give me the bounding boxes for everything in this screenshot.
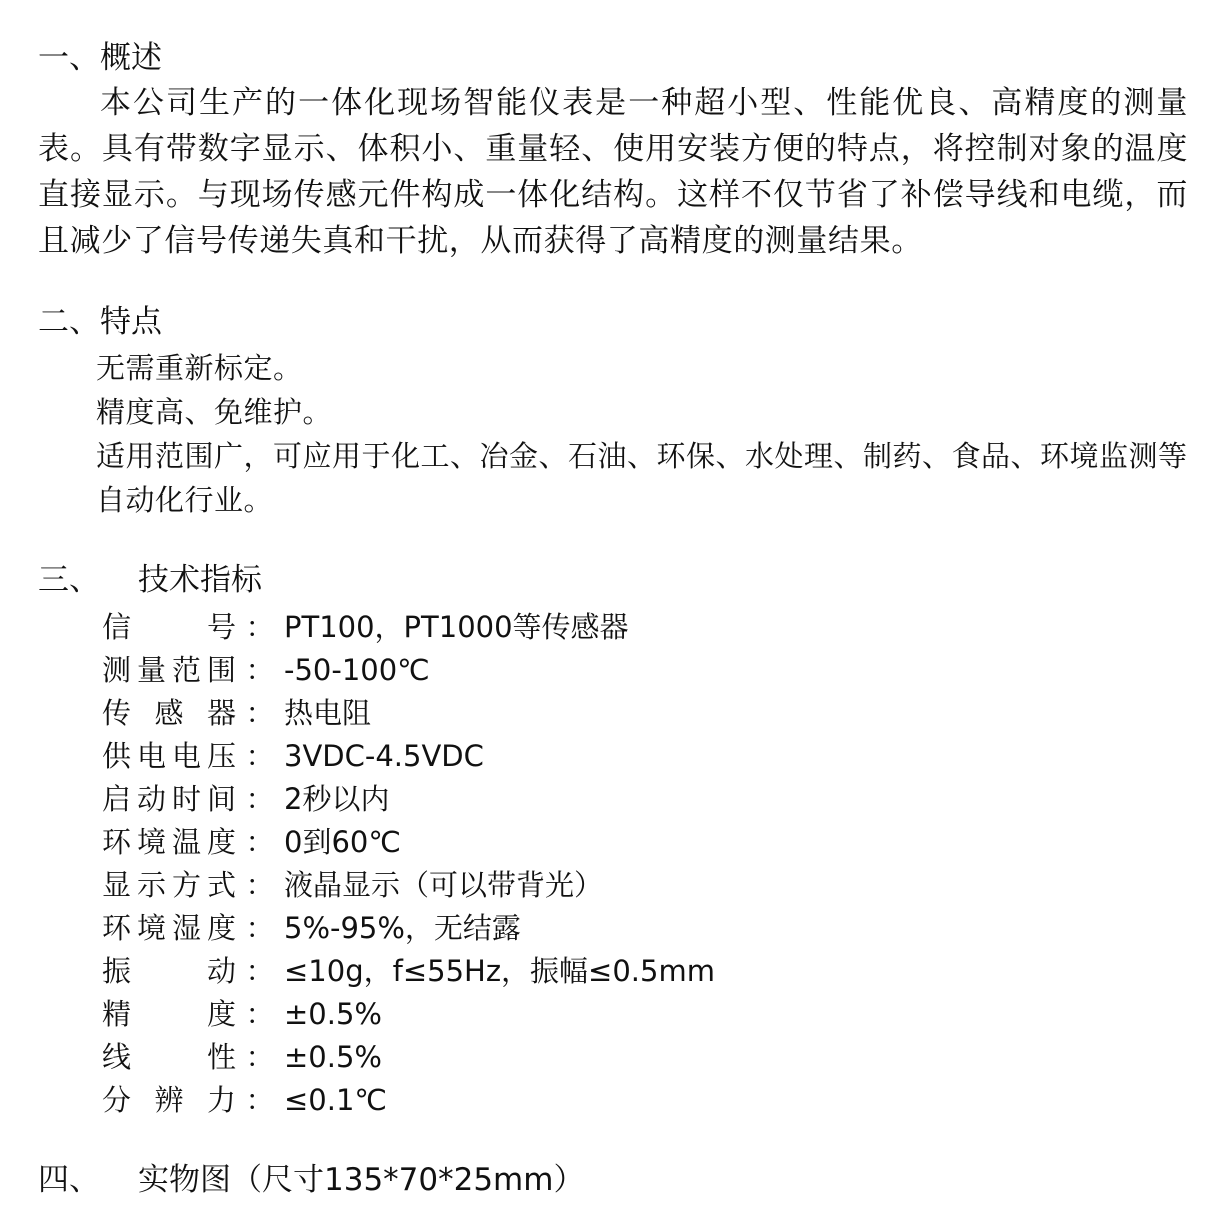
spec-value: ±0.5% bbox=[284, 1040, 382, 1074]
section-number: 一、 bbox=[38, 40, 100, 76]
spec-colon: ： bbox=[245, 868, 275, 902]
spec-colon: ： bbox=[245, 653, 275, 687]
spec-label: 启动时间 bbox=[102, 782, 236, 816]
spec-colon: ： bbox=[245, 1083, 275, 1117]
spec-colon: ： bbox=[245, 696, 275, 730]
spec-value: ≤0.1℃ bbox=[284, 1083, 387, 1117]
spec-value: ≤10g，f≤55Hz，振幅≤0.5mm bbox=[284, 954, 715, 988]
spec-colon: ： bbox=[245, 782, 275, 816]
spec-value: ±0.5% bbox=[284, 997, 382, 1031]
section-title: 概述 bbox=[100, 40, 162, 76]
spec-label: 信号 bbox=[102, 610, 236, 644]
section-heading-specs bbox=[38, 560, 1188, 600]
spec-row bbox=[102, 778, 1188, 821]
section-title: 特点 bbox=[100, 304, 162, 340]
spec-value: 热电阻 bbox=[284, 696, 372, 730]
spec-colon: ： bbox=[245, 739, 275, 773]
spec-colon: ： bbox=[245, 911, 275, 945]
spec-value: 2秒以内 bbox=[284, 782, 390, 816]
section-overview bbox=[38, 38, 1188, 264]
feature-list bbox=[96, 346, 1188, 522]
section-number: 二、 bbox=[38, 304, 100, 340]
section-specs bbox=[38, 560, 1188, 1122]
spec-label: 供电电压 bbox=[102, 739, 236, 773]
spec-label: 环境湿度 bbox=[102, 911, 236, 945]
spec-colon: ： bbox=[245, 997, 275, 1031]
spec-label: 精度 bbox=[102, 997, 236, 1031]
spec-value: 液晶显示（可以带背光） bbox=[284, 868, 604, 902]
spec-label: 振动 bbox=[102, 954, 236, 988]
spec-row bbox=[102, 606, 1188, 649]
spec-colon: ： bbox=[245, 825, 275, 859]
spec-value: 0到60℃ bbox=[284, 825, 401, 859]
spec-colon: ： bbox=[245, 954, 275, 988]
list-item: 适用范围广，可应用于化工、冶金、石油、环保、水处理、制药、食品、环境监测等自动化行业。 bbox=[96, 439, 1188, 517]
spec-row bbox=[102, 692, 1188, 735]
spec-colon: ： bbox=[245, 610, 275, 644]
spec-table bbox=[102, 606, 1188, 1122]
spec-value: PT100，PT1000等传感器 bbox=[284, 610, 629, 644]
section-number: 四、 bbox=[38, 1162, 100, 1198]
spec-label: 线性 bbox=[102, 1040, 236, 1074]
spec-value: -50-100℃ bbox=[284, 653, 430, 687]
spec-label: 环境温度 bbox=[102, 825, 236, 859]
spec-label: 显示方式 bbox=[102, 868, 236, 902]
section-heading-features bbox=[38, 302, 1188, 342]
spec-colon: ： bbox=[245, 1040, 275, 1074]
spec-row bbox=[102, 950, 1188, 993]
section-number: 三、 bbox=[38, 562, 100, 598]
section-features bbox=[38, 302, 1188, 522]
document bbox=[38, 38, 1188, 1200]
list-item: 无需重新标定。 bbox=[96, 351, 303, 385]
spec-row bbox=[102, 864, 1188, 907]
spec-row bbox=[102, 735, 1188, 778]
section-heading-overview bbox=[38, 38, 1188, 78]
overview-paragraph: 本公司生产的一体化现场智能仪表是一种超小型、性能优良、高精度的测量表。具有带数字显示、体积小、重量轻、使用安装方便的特点，将控制对象的温度直接显示。与现场传感元件构成一体化结构。这样不仅节省了补偿导线和电缆，而且减少了信号传递失真和干扰，从而获得了高精度的测量结果。 bbox=[38, 85, 1188, 259]
spec-row bbox=[102, 907, 1188, 950]
spec-row bbox=[102, 1079, 1188, 1122]
spec-row bbox=[102, 1036, 1188, 1079]
spec-label: 传感器 bbox=[102, 696, 236, 730]
spec-row bbox=[102, 649, 1188, 692]
spec-row bbox=[102, 993, 1188, 1036]
spec-row bbox=[102, 821, 1188, 864]
section-title: 实物图（尺寸135*70*25mm） bbox=[138, 1162, 585, 1198]
section-title: 技术指标 bbox=[138, 562, 262, 598]
spec-value: 5%-95%，无结露 bbox=[284, 911, 521, 945]
spec-label: 测量范围 bbox=[102, 653, 236, 687]
list-item: 精度高、免维护。 bbox=[96, 395, 333, 429]
section-heading-photo bbox=[38, 1160, 1188, 1200]
spec-label: 分辨力 bbox=[102, 1083, 236, 1117]
spec-value: 3VDC-4.5VDC bbox=[284, 739, 484, 773]
